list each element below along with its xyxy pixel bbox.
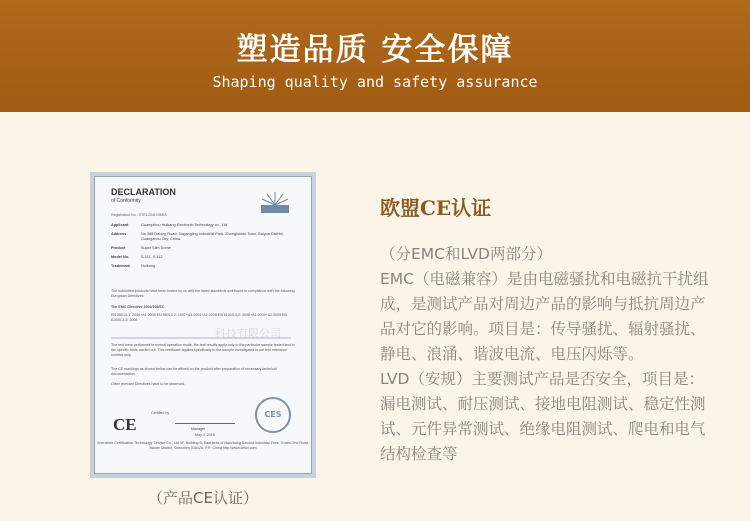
certificate-directive: The EMC Directive 2004/108/EC xyxy=(111,305,165,309)
manager-label: Manager xyxy=(191,427,206,431)
certificate-date: May 4, 2015 xyxy=(195,433,215,437)
section-paragraph: LVD（安规）主要测试产品是否安全，项目是：漏电测试、耐压测试、接地电阻测试、稳定性测试、元件异常测试、绝缘电阻测试、爬电和电气结构检查等 xyxy=(380,370,706,463)
certificate-caption: （产品CE认证） xyxy=(148,489,258,507)
field-value: S-111, S-112 xyxy=(141,255,163,259)
certificate-standards: EN 55014-1: 2006+A1:2009 EN 55014-2: 1997+A1:2001+A2:2008 EN 61000-3-2: 2006+A1:2009+A2:2009 EN 61000-3-3: 2008 xyxy=(111,313,288,322)
certificate-image xyxy=(90,172,316,478)
certificate-text-b: The test were performed in normal operation mode, the test results apply only to the particular sample tested and to the specific tests carried out. This certificate applies specifically to the sample investigated in our test reference number only. xyxy=(111,343,295,357)
field-key: Product xyxy=(111,246,126,250)
field-key: Address xyxy=(111,232,127,236)
seal-stamp-icon: CES xyxy=(255,397,291,433)
section-body xyxy=(380,242,712,467)
certificate-field xyxy=(111,255,299,260)
certificate-document xyxy=(94,176,312,474)
field-key: Applicant xyxy=(111,223,129,227)
field-value: Guangzhou Huikang Electronic Technology co., Ltd xyxy=(141,223,228,227)
certificate-registration: Registration No.: STE12041036DA xyxy=(111,213,167,217)
ce-mark-icon: CE xyxy=(113,415,137,434)
field-value: No.388 Dalong Road, Dagangling Industrial Park, Zhongluotan Town, Baiyun District, Guangzhou City, China. xyxy=(141,232,284,241)
header-banner xyxy=(0,0,750,112)
certificate-text-d: Other relevant Directives have to be observed. xyxy=(111,382,186,386)
banner-subtitle: Shaping quality and safety assurance xyxy=(212,73,538,91)
certificate-footer: Shenzhen Certification Technology Service Co., Ltd 3F, Building B, East Area of Nanchang Second Industrial Zone, Gushu 2nd Road, Baoan District, Shenzhen 518126, P.R. China http://www.cesci.com xyxy=(97,441,309,450)
section-title: 欧盟CE认证 xyxy=(380,196,492,220)
signature-line xyxy=(175,415,235,424)
certified-by-label: Certified by xyxy=(151,411,170,415)
certificate-field xyxy=(111,264,299,269)
watermark-text: 科技有限公司 xyxy=(215,327,281,340)
certificate-field xyxy=(111,246,299,251)
certificate-subheading: of Conformity xyxy=(111,198,141,204)
certificate-fields xyxy=(111,223,299,273)
certificate-text-a: The submitted products have been tested by us with the listed standards and found in compliance with the following European Directives: xyxy=(111,289,295,298)
certificate-text-c: The CE markings as shown below can be affixed on the product after preparation of necessary technical documentation. xyxy=(111,367,277,376)
certificate-field xyxy=(111,232,299,242)
field-key: Model No. xyxy=(111,255,130,259)
section-paragraph: （分EMC和LVD两部分） xyxy=(380,245,552,263)
field-key: Trademark xyxy=(111,264,131,268)
ces-logo-icon xyxy=(255,189,295,219)
field-value: Super Slim Dome xyxy=(141,246,171,250)
field-value: Huikang xyxy=(141,264,155,268)
certificate-heading: DECLARATION xyxy=(111,187,176,197)
certificate-field xyxy=(111,223,299,228)
section-paragraph: EMC（电磁兼容）是由电磁骚扰和电磁抗干扰组成，是测试产品对周边产品的影响与抵抗周边产品对它的影响。项目是：传导骚扰、辐射骚扰、静电、浪涌、谐波电流、电压闪烁等。 xyxy=(380,270,709,363)
banner-title: 塑造品质 安全保障 xyxy=(236,32,514,68)
